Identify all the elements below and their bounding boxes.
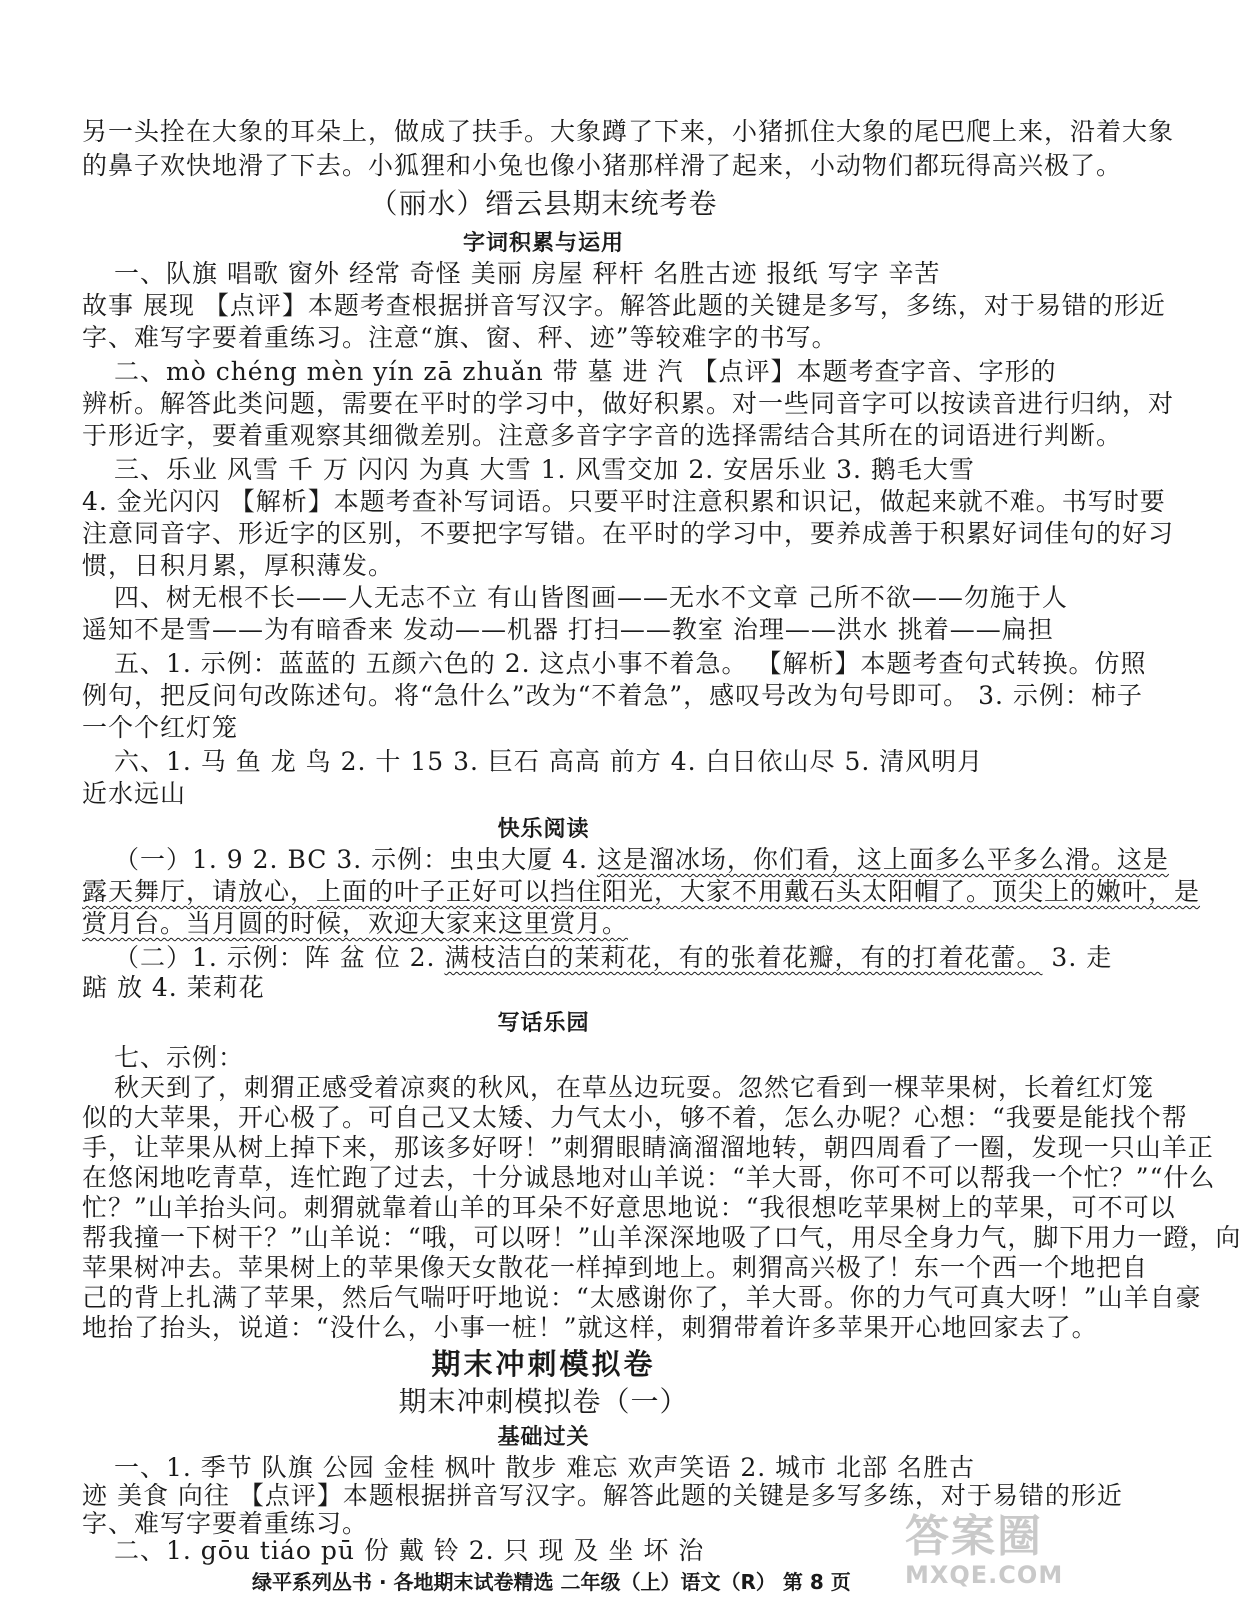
sprint-title: 期末冲刺模拟卷 xyxy=(431,1347,656,1381)
answer-line: 字、难写字要着重练习。 xyxy=(82,1509,369,1538)
top-paragraph-line: 另一头拴在大象的耳朵上，做成了扶手。大象蹲了下来，小猪抓住大象的尾巴爬上来，沿着大象 xyxy=(82,117,1175,146)
essay-line: 在悠闲地吃青草，连忙跑了过去，十分诚恳地对山羊说：“羊大哥，你可不可以帮我一个忙？”“什么 xyxy=(82,1163,1216,1192)
answer-line: 五、1. 示例：蓝蓝的 五颜六色的 2. 这点小事不着急。 【解析】本题考查句式转换。仿照 xyxy=(114,649,1147,678)
answer-line: 于形近字，要着重观察其细微差别。注意多音字字音的选择需结合其所在的词语进行判断。 xyxy=(82,421,1123,450)
answer-line: 六、1. 马 鱼 龙 鸟 2. 十 15 3. 巨石 高高 前方 4. 白日依山尽 5. 清风明月 xyxy=(114,747,984,776)
answer-line: 辨析。解答此类问题，需要在平时的学习中，做好积累。对一些同音字可以按读音进行归纳，对 xyxy=(82,389,1175,418)
watermark-logo xyxy=(905,1512,1077,1592)
top-paragraph-line: 的鼻子欢快地滑了下去。小狐狸和小兔也像小猪那样滑了起来，小动物们都玩得高兴极了。 xyxy=(82,151,1123,180)
answer-line: 二、mò chéng mèn yín zā zhuǎn 带 墓 进 汽 【点评】本题考查字音、字形的 xyxy=(114,357,1057,386)
answer-line: 迹 美食 向往 【点评】本题根据拼音写汉字。解答此题的关键是多写多练，对于易错的形近 xyxy=(82,1481,1123,1510)
answer-line xyxy=(82,874,1201,910)
section-heading-writing: 写话乐园 xyxy=(497,1011,590,1036)
underlined-answer: 露天舞厅，请放心，上面的叶子正好可以挡住阳光，大家不用戴石头太阳帽了。顶尖上的嫩叶，是 xyxy=(82,877,1201,906)
essay-line: 忙？”山羊抬头问。刺猬就靠着山羊的耳朵不好意思地说：“我很想吃苹果树上的苹果，可不可以 xyxy=(82,1193,1176,1222)
answer-line: 近水远山 xyxy=(82,779,187,808)
exam-title: （丽水）缙云县期末统考卷 xyxy=(369,187,718,220)
page-footer-bar xyxy=(252,1566,851,1595)
answer-line: 字、难写字要着重练习。注意“旗、窗、秤、迹”等较难字的书写。 xyxy=(82,323,838,352)
answer-line xyxy=(82,906,1002,942)
essay-line: 手，让苹果从树上掉下来，那该多好呀！”刺猬眼睛滴溜溜地转，朝四周看了一圈，发现一只山羊正 xyxy=(82,1133,1214,1162)
answer-line xyxy=(114,842,1169,878)
answer-line: 踮 放 4. 茉莉花 xyxy=(82,973,265,1002)
answer-line: 例句，把反问句改陈述句。将“急什么”改为“不着急”，感叹号改为句号即可。 3. 示例：柿子 xyxy=(82,681,1143,710)
essay-line: 苹果树冲去。苹果树上的苹果像天女散花一样掉到地上。刺猬高兴极了！东一个西一个地把自 xyxy=(82,1253,1149,1282)
watermark-url: MXQE.COM xyxy=(905,1561,1064,1589)
underlined-answer: 满枝洁白的茉莉花，有的张着花瓣，有的打着花蕾。 xyxy=(444,943,1043,972)
section-heading-basics: 基础过关 xyxy=(497,1425,590,1450)
answer-line: 七、示例： xyxy=(114,1043,245,1072)
answer-line: 遥知不是雪——为有暗香来 发动——机器 打扫——教室 治理——洪水 挑着——扁担 xyxy=(82,615,1054,644)
answer-line: 一、1. 季节 队旗 公园 金桂 枫叶 散步 难忘 欢声笑语 2. 城市 北部 名胜古 xyxy=(114,1453,976,1482)
answer-line: 四、树无根不长——人无志不立 有山皆图画——无水不文章 己所不欲——勿施于人 xyxy=(114,583,1068,612)
underlined-answer: 赏月台。当月圆的时候，欢迎大家来这里赏月。 xyxy=(82,909,629,938)
answer-text: （一）1. 9 2. BC 3. 示例：虫虫大厦 4. xyxy=(114,845,597,874)
watermark-text: 答案圈 xyxy=(905,1511,1043,1562)
section-heading-reading: 快乐阅读 xyxy=(497,817,590,842)
footer-grade: 二年级（上）语文（R） xyxy=(560,1570,776,1594)
answer-line: 4. 金光闪闪 【解析】本题考查补写词语。只要平时注意积累和识记，做起来就不难。书写时要 xyxy=(82,487,1166,516)
footer-page-number: 第 8 页 xyxy=(782,1570,851,1594)
answer-line: 二、1. gōu tiáo pū 份 戴 铃 2. 只 现 及 坐 坏 治 xyxy=(114,1536,705,1565)
answer-line: 注意同音字、形近字的区别，不要把字写错。在平时的学习中，要养成善于积累好词佳句的好习 xyxy=(82,519,1175,548)
answer-line: 三、乐业 风雪 千 万 闪闪 为真 大雪 1. 风雪交加 2. 安居乐业 3. 鹅毛大雪 xyxy=(114,455,975,484)
answer-text: 3. 走 xyxy=(1042,943,1113,972)
essay-line: 秋天到了，刺猬正感受着凉爽的秋风，在草丛边玩耍。忽然它看到一棵苹果树，长着红灯笼 xyxy=(114,1073,1155,1102)
essay-line: 地抬了抬头，说道：“没什么，小事一桩！”就这样，刺猬带着许多苹果开心地回家去了。 xyxy=(82,1313,1098,1342)
essay-line: 己的背上扎满了苹果，然后气喘吁吁地说：“太感谢你了，羊大哥。你的力气可真大呀！”山羊自豪 xyxy=(82,1283,1202,1312)
answer-text: （二）1. 示例：阵 盆 位 2. xyxy=(114,943,445,972)
sprint-subtitle: 期末冲刺模拟卷（一） xyxy=(398,1385,689,1418)
answer-line: 一个个红灯笼 xyxy=(82,713,239,742)
footer-series: 绿平系列丛书 · 各地期末试卷精选 xyxy=(252,1570,554,1594)
answer-line: 故事 展现 【点评】本题考查根据拼音写汉字。解答此题的关键是多写，多练，对于易错的形近 xyxy=(82,291,1166,320)
section-heading-vocabulary: 字词积累与运用 xyxy=(462,231,624,256)
answer-line: 惯，日积月累，厚积薄发。 xyxy=(82,551,395,580)
underlined-answer: 这是溜冰场，你们看，这上面多么平多么滑。这是 xyxy=(596,845,1169,874)
essay-line: 似的大苹果，开心极了。可自己又太矮、力气太小，够不着，怎么办呢？心想：“我要是能找个帮 xyxy=(82,1103,1188,1132)
essay-line: 帮我撞一下树干？”山羊说：“哦，可以呀！”山羊深深地吸了口气，用尽全身力气，脚下用力一蹬，向 xyxy=(82,1223,1241,1252)
answer-line: 一、队旗 唱歌 窗外 经常 奇怪 美丽 房屋 秤杆 名胜古迹 报纸 写字 辛苦 xyxy=(114,259,941,288)
